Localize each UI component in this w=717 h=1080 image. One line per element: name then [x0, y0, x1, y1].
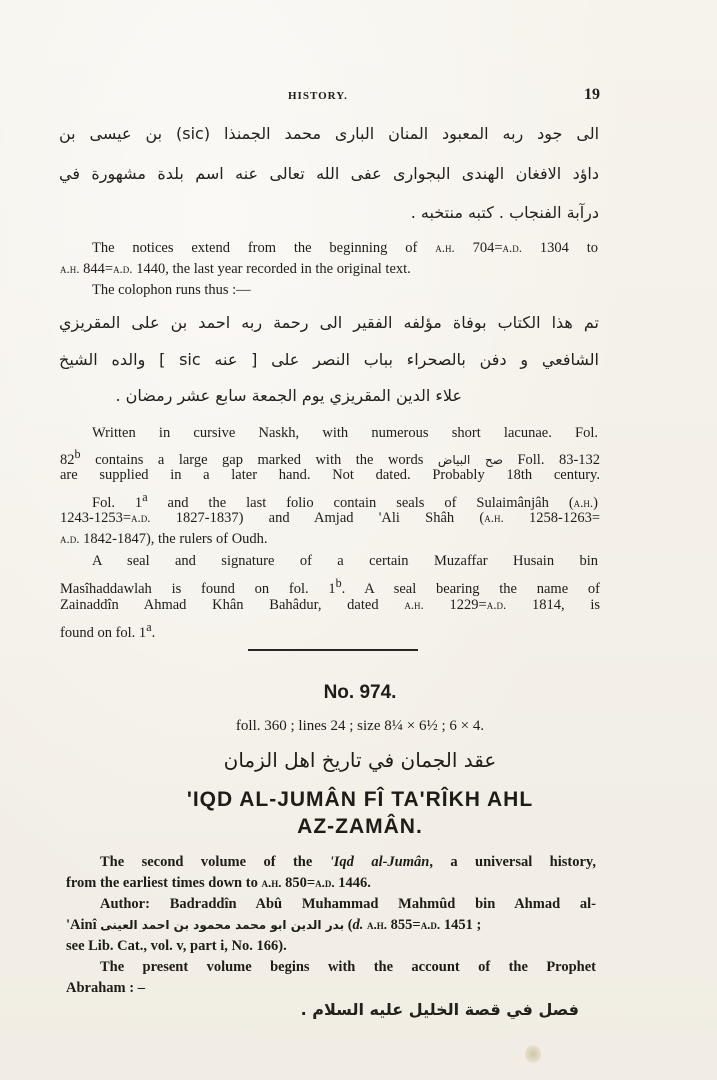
seal-signature-line-3: Zainaddîn Ahmad Khân Bahâdur, dated a.h. 1229=a.d. 1814, is	[60, 597, 600, 613]
running-title: HISTORY.	[288, 90, 348, 102]
author-line-1: Author: Badraddîn Abû Muhammad Mahmûd bin Ahmad al-	[100, 896, 596, 912]
folio-details: foll. 360 ; lines 24 ; size 8¼ × 6½ ; 6 × 4.	[235, 718, 485, 734]
colophon-line-3: علاء الدين المقريزي يوم الجمعة سابع عشر رمضان .	[115, 386, 462, 405]
section-divider	[248, 649, 418, 651]
arabic-intro-line-3: درآبة الفنجاب . كتبه منتخبه .	[410, 203, 599, 222]
notices-line-1: The notices extend from the beginning of a.h. 704=a.d. 1304 to	[92, 240, 598, 256]
seal-signature-line-4: found on fol. 1$^a$.	[60, 620, 156, 641]
arabic-intro-line-1: الى جود ربه المعبود المنان البارى محمد الجمنذا (sic) بن عيسى بن	[59, 124, 600, 143]
author-line-2: 'Ainî بدر الدين ابو محمد محمود بن احمد العينى (d. a.h. 855=a.d. 1451 ;	[66, 917, 482, 933]
colophon-line-2: الشافعي و دفن بالصحراء بباب النصر على [ عنه sic ] والده الشيخ	[59, 350, 599, 369]
volume-line-1: The second volume of the 'Iqd al-Jumân, a universal history,	[100, 854, 596, 870]
colophon-intro: The colophon runs thus :—	[92, 282, 251, 298]
colophon-line-1: تم هذا الكتاب بوفاة مؤلفه الفقير الى رحمة ربه احمد بن على المقريزي	[59, 313, 599, 332]
notices-line-2: a.h. 844=a.d. 1440, the last year recorded in the original text.	[60, 261, 411, 277]
description-line-1: Written in cursive Naskh, with numerous short lacunae. Fol.	[92, 425, 598, 441]
entry-number: No. 974.	[323, 682, 397, 703]
begins-line-2: Abraham : –	[66, 980, 145, 996]
running-header	[60, 86, 600, 108]
opening-arabic: فصل في قصة الخليل عليه السلام .	[300, 1000, 579, 1019]
paper-stain	[525, 1045, 541, 1063]
page-number: 19	[584, 86, 600, 103]
author-line-3: see Lib. Cat., vol. v, part i, No. 166).	[66, 938, 287, 954]
description-line-2: 82$^b$ contains a large gap marked with the words صح البياض Foll. 83-132	[60, 447, 600, 468]
seals-line-2: 1243-1253=a.d. 1827-1837) and Amjad 'Ali Shâh (a.h. 1258-1263=	[60, 510, 600, 526]
seal-signature-line-2: Masîhaddawlah is found on fol. 1$^b$. A seal bearing the name of	[60, 576, 600, 597]
work-title-line-1: 'IQD AL-JUMÂN FÎ TA'RÎKH AHL	[186, 788, 534, 811]
arabic-title: عقد الجمان في تاريخ اهل الزمان	[223, 748, 497, 772]
work-title-line-2: AZ-ZAMÂN.	[297, 815, 423, 838]
begins-line-1: The present volume begins with the account of the Prophet	[100, 959, 596, 975]
description-line-3: are supplied in a later hand. Not dated. Probably 18th century.	[60, 467, 600, 483]
arabic-intro-line-2: داؤد الافغان الهندى البجوارى عفى الله تعالى عنه اسم بلدة مشهورة في	[59, 164, 599, 183]
volume-line-2: from the earliest times down to a.h. 850=a.d. 1446.	[66, 875, 371, 891]
seals-line-3: a.d. 1842-1847), the rulers of Oudh.	[60, 531, 268, 547]
seals-line-1: Fol. 1$^a$ and the last folio contain seals of Sulaimânjâh (a.h.)	[92, 490, 598, 511]
seal-signature-line-1: A seal and signature of a certain Muzaffar Husain bin	[92, 553, 598, 569]
